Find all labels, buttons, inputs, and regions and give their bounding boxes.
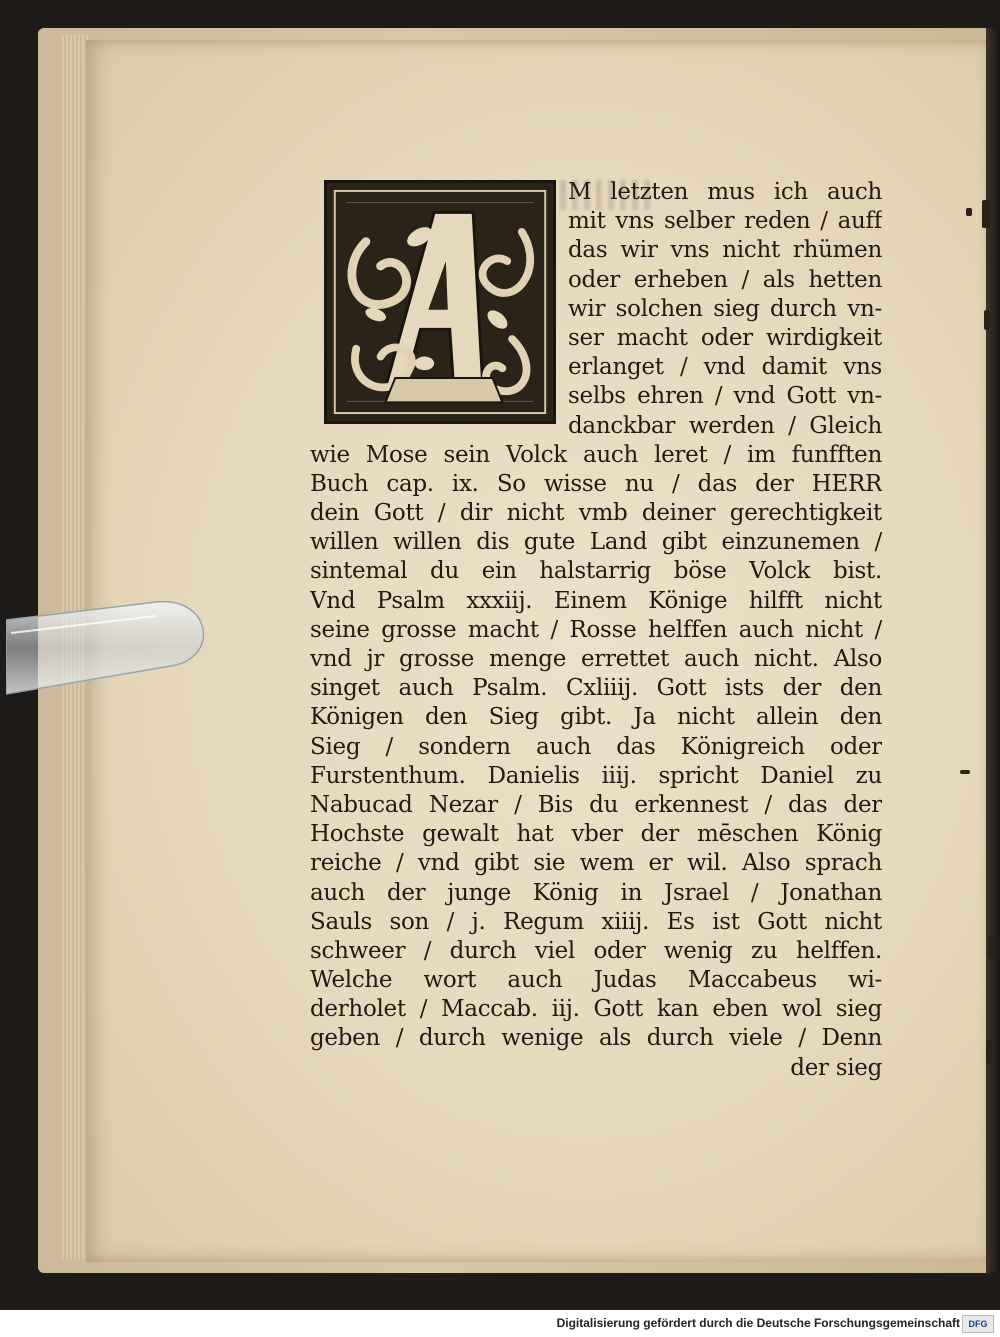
funding-credit: Digitalisierung gefördert durch die Deutsche Forschungsgemeinschaft	[556, 1316, 960, 1330]
text-line: geben / durch wenige als durch viele / Denn	[310, 1025, 882, 1052]
catchword: der sieg	[790, 1054, 882, 1081]
text-line: wie Mose sein Volck auch leret / im funfften	[310, 441, 882, 468]
text-line: Sieg / sondern auch das Königreich oder	[310, 733, 882, 760]
text-line: schweer / durch viel oder wenig zu helffen.	[310, 937, 882, 964]
text-line: singet auch Psalm. Cxliiij. Gott ists der den	[310, 675, 882, 702]
text-line: M letzten mus ich auch	[568, 179, 882, 205]
plastic-clip-icon	[6, 598, 216, 696]
text-block	[310, 178, 882, 1083]
text-line: seine grosse macht / Rosse helffen auch nicht /	[310, 616, 882, 643]
text-line: Hochste gewalt hat vber der mēschen König	[310, 821, 882, 848]
text-line: mit vns selber reden / auff	[568, 208, 882, 235]
text-line: sintemal du ein halstarrig böse Volck bist.	[310, 558, 882, 585]
text-line: dein Gott / dir nicht vmb deiner gerechtigkeit	[310, 500, 882, 527]
text-line: Königen den Sieg gibt. Ja nicht allein den	[310, 704, 882, 731]
text-line: willen willen dis gute Land gibt einzunemen /	[310, 529, 882, 556]
text-line: Welche wort auch Judas Maccabeus wi-	[310, 967, 882, 994]
text-line: auch der junge König in Jsrael / Jonathan	[310, 879, 882, 906]
footer-bar	[0, 1310, 1000, 1337]
text-line: Buch cap. ix. So wisse nu / das der HERR	[310, 470, 882, 497]
text-line: oder erheben / als hetten	[568, 266, 882, 293]
text-line: Vnd Psalm xxxiij. Einem Könige hilfft nicht	[310, 587, 882, 614]
text-line: Furstenthum. Danielis iiij. spricht Daniel zu	[310, 762, 882, 789]
text-line: reiche / vnd gibt sie wem er wil. Also sprach	[310, 850, 882, 877]
text-line: Nabucad Nezar / Bis du erkennest / das der	[310, 791, 882, 818]
text-line: wir solchen sieg durch vn-	[568, 295, 882, 322]
text-line: vnd jr grosse menge errettet auch nicht. Also	[310, 646, 882, 672]
text-line: erlanget / vnd damit vns	[568, 354, 882, 381]
text-line: selbs ehren / vnd Gott vn-	[568, 383, 882, 410]
text-line: derholet / Maccab. iij. Gott kan eben wol sieg	[310, 996, 882, 1023]
text-line: Sauls son / j. Regum xiiij. Es ist Gott nicht	[310, 908, 882, 935]
text-line: das wir vns nicht rhümen	[568, 237, 882, 264]
dfg-logo: DFG	[962, 1315, 994, 1333]
text-line: ser macht oder wirdigkeit	[568, 324, 882, 351]
text-line: danckbar werden / Gleich	[568, 412, 882, 439]
